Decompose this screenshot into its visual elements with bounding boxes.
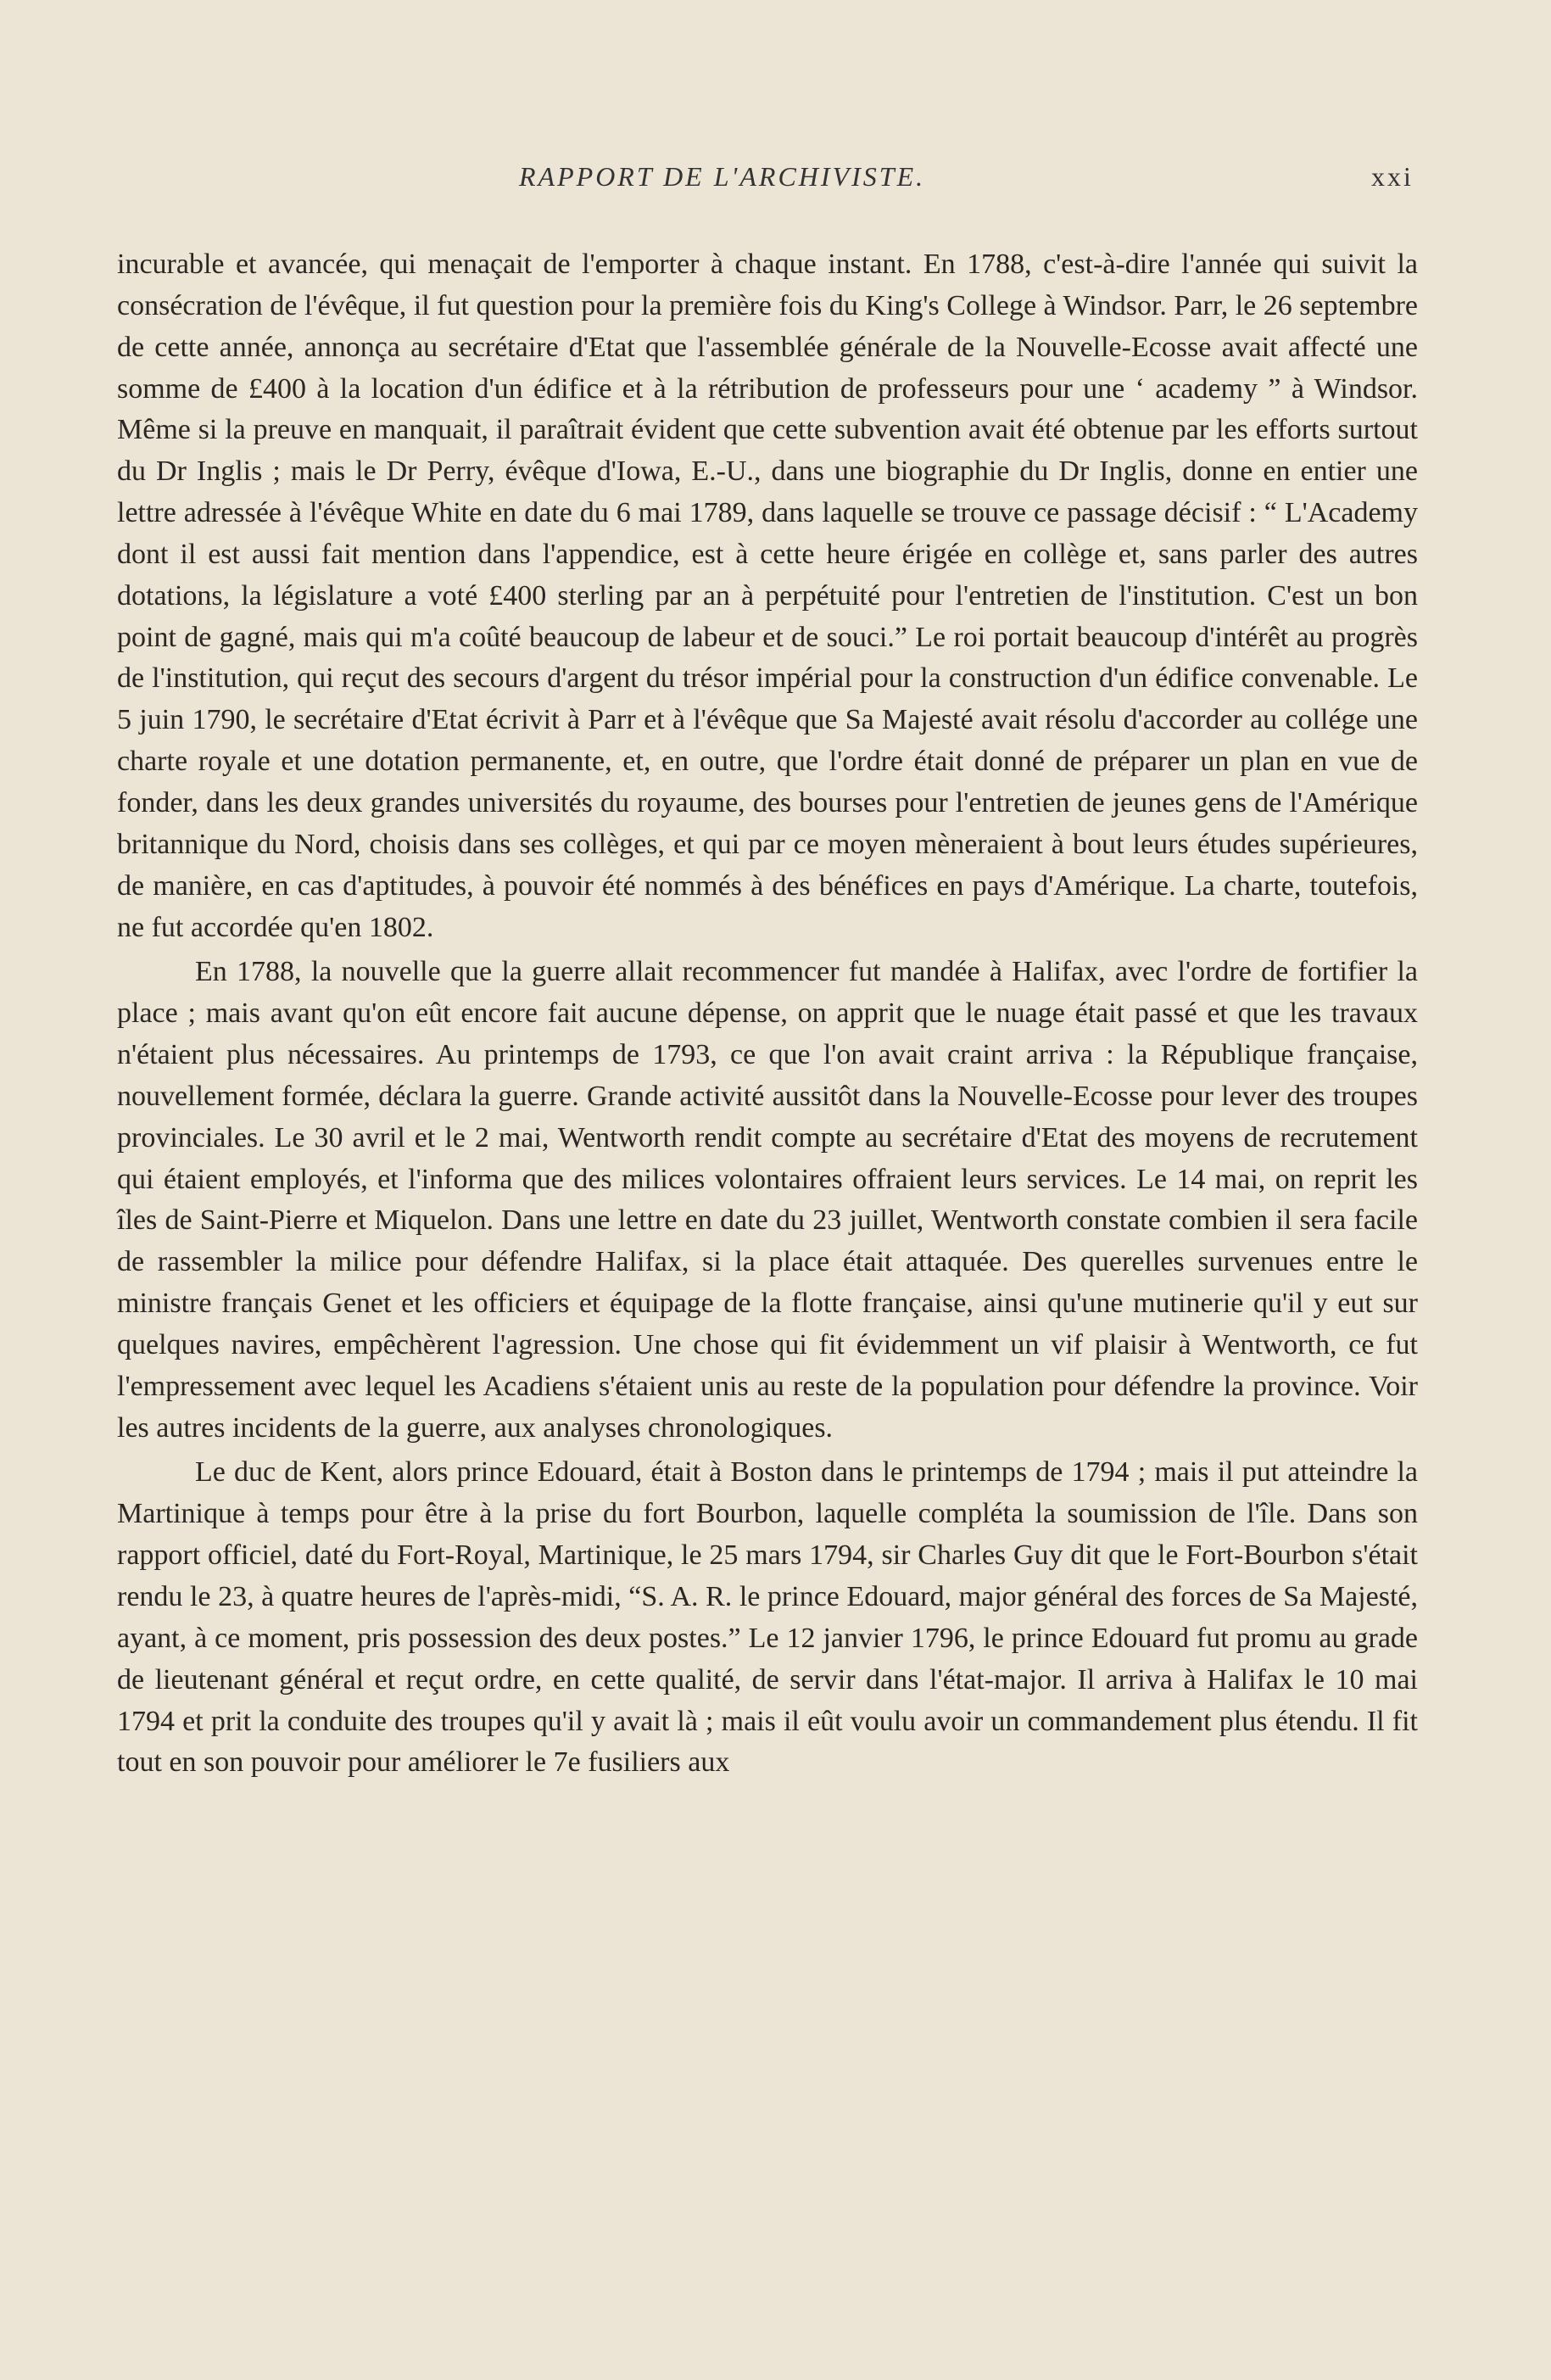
running-head <box>0 161 1551 204</box>
paragraph: Le duc de Kent, alors prince Edouard, était à Boston dans le printemps de 1794 ; mais il put atteindre la Martinique à temps pour être à la prise du fort Bourbon, laquelle compléta la soumission de l'île. Dans son rapport officiel, daté du Fort-Royal, Martinique, le 25 mars 1794, sir Charles Guy dit que le Fort-Bourbon s'était rendu le 23, à quatre heures de l'après-midi, “S. A. R. le prince Edouard, major général des forces de Sa Majesté, ayant, à ce moment, pris possession des deux postes.” Le 12 janvier 1796, le prince Edouard fut promu au grade de lieutenant général et reçut ordre, en cette qualité, de servir dans l'état-major. Il arriva à Halifax le 10 mai 1794 et prit la conduite des troupes qu'il y avait là ; mais il eût voulu avoir un commandement plus étendu. Il fit tout en son pouvoir pour améliorer le 7e fusiliers aux <box>117 1456 1418 1779</box>
paragraph: incurable et avancée, qui menaçait de l'emporter à chaque instant. En 1788, c'est-à-dire l'année qui suivit la consécration de l'évêque, il fut question pour la première fois du King's College à Windsor. Parr, le 26 septembre de cette année, annonça au secrétaire d'Etat que l'assemblée générale de la Nouvelle-Ecosse avait affecté une somme de £400 à la location d'un édifice et à la rétribution de professeurs pour une ‘ academy ” à Windsor. Même si la preuve en manquait, il paraîtrait évident que cette subvention avait été obtenue par les efforts surtout du Dr Inglis ; mais le Dr Perry, évêque d'Iowa, E.-U., dans une biographie du Dr Inglis, donne en entier une lettre adressée à l'évêque White en date du 6 mai 1789, dans laquelle se trouve ce passage décisif : “ L'Academy dont il est aussi fait mention dans l'appendice, est à cette heure érigée en collège et, sans parler des autres dotations, la législature a voté £400 sterling par an à perpétuité pour l'entretien de l'institution. C'est un bon point de gagné, mais qui m'a coûté beaucoup de labeur et de souci.” Le roi portait beaucoup d'intérêt au progrès de l'institution, qui reçut des secours d'argent du trésor impérial pour la construction d'un édifice convenable. Le 5 juin 1790, le secrétaire d'Etat écrivit à Parr et à l'évêque que Sa Majesté avait résolu d'accorder au collége une charte royale et une dotation permanente, et, en outre, que l'ordre était donné de préparer un plan en vue de fonder, dans les deux grandes universités du royaume, des bourses pour l'entretien de jeunes gens de l'Amérique britannique du Nord, choisis dans ses collèges, et qui par ce moyen mèneraient à bout leurs études supérieures, de manière, en cas d'aptitudes, à pouvoir été nommés à des bénéfices en pays d'Amérique. La charte, toutefois, ne fut accordée qu'en 1802. <box>117 249 1418 943</box>
paragraph: En 1788, la nouvelle que la guerre allait recommencer fut mandée à Halifax, avec l'ordre de fortifier la place ; mais avant qu'on eût encore fait aucune dépense, on apprit que le nuage était passé et que les travaux n'étaient plus nécessaires. Au printemps de 1793, ce que l'on avait craint arriva : la République française, nouvellement formée, déclara la guerre. Grande activité aussitôt dans la Nouvelle-Ecosse pour lever des troupes provinciales. Le 30 avril et le 2 mai, Wentworth rendit compte au secrétaire d'Etat des moyens de recrutement qui étaient employés, et l'informa que des milices volontaires offraient leurs services. Le 14 mai, on reprit les îles de Saint-Pierre et Miquelon. Dans une lettre en date du 23 juillet, Wentworth constate combien il sera facile de rassembler la milice pour défendre Halifax, si la place était attaquée. Des querelles survenues entre le ministre français Genet et les officiers et équipage de la flotte française, ainsi qu'une mutinerie qu'il y eut sur quelques navires, empêchèrent l'agression. Une chose qui fit évidemment un vif plaisir à Wentworth, ce fut l'empressement avec lequel les Acadiens s'étaient unis au reste de la population pour défendre la province. Voir les autres incidents de la guerre, aux analyses chronologiques. <box>117 956 1418 1444</box>
body-text <box>117 244 1418 1784</box>
running-title: RAPPORT DE L'ARCHIVISTE. <box>519 161 926 192</box>
page-number: xxi <box>1371 161 1414 192</box>
